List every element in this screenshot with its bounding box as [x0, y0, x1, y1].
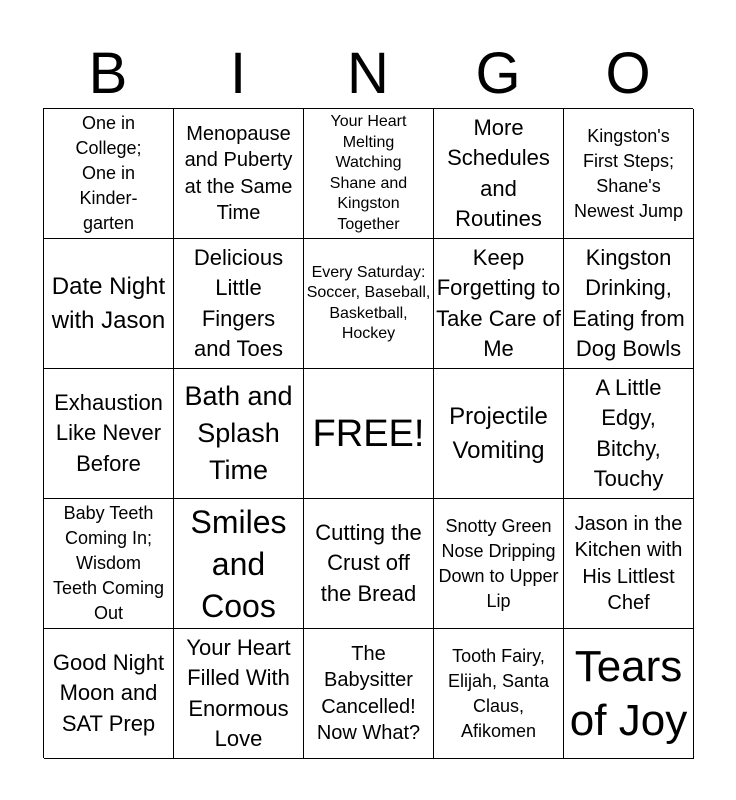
cell-text: Keep Forgetting to Take Care of Me [436, 244, 561, 361]
cell-text: Your Heart Melting Watching Shane and Kingston Together [329, 113, 408, 233]
bingo-cell[interactable] [304, 369, 434, 499]
bingo-cell[interactable] [44, 239, 174, 369]
header-letter-i: I [229, 41, 247, 106]
cell-text: Kingston's First Steps; Shane's Newest Jump [573, 125, 684, 221]
cell-text: Baby Teeth Coming In; Wisdom Teeth Coming Out [52, 503, 165, 623]
bingo-cell[interactable] [174, 629, 304, 759]
cell-text: Menopause and Puberty at the Same Time [184, 122, 293, 224]
cell-text: Date Night with Jason [51, 272, 166, 334]
cell-text: Good Night Moon and SAT Prep [52, 649, 165, 736]
cell-text: Delicious Little Fingers and Toes [193, 244, 284, 361]
cell-text: Kingston Drinking, Eating from Dog Bowls [572, 244, 685, 361]
bingo-cell[interactable] [434, 629, 564, 759]
bingo-cell[interactable] [564, 499, 694, 629]
header-letter-b: B [88, 41, 128, 106]
cell-text: The Babysitter Cancelled! Now What? [316, 642, 421, 744]
header-letter-n: N [347, 41, 389, 106]
cell-text: Jason in the Kitchen with His Littlest Chef [574, 512, 683, 614]
bingo-header [43, 40, 693, 108]
cell-text: Every Saturday: Soccer, Baseball, Basketball, Hockey [306, 263, 431, 342]
bingo-grid [43, 108, 693, 758]
bingo-cell[interactable] [174, 109, 304, 239]
bingo-cell[interactable] [174, 499, 304, 629]
bingo-cell[interactable] [304, 499, 434, 629]
bingo-cell[interactable] [304, 239, 434, 369]
header-letter-g: G [475, 41, 521, 106]
free-space: FREE! [312, 412, 425, 455]
cell-text: Bath and Splash Time [184, 381, 293, 485]
bingo-cell[interactable] [44, 369, 174, 499]
bingo-cell[interactable] [564, 109, 694, 239]
cell-text: More Schedules and Routines [447, 114, 550, 231]
cell-text: Exhaustion Like Never Before [54, 389, 163, 476]
cell-text: Cutting the Crust off the Bread [315, 519, 422, 606]
bingo-cell[interactable] [44, 109, 174, 239]
bingo-cell[interactable] [434, 369, 564, 499]
cell-text: Tears of Joy [569, 641, 688, 745]
bingo-cell[interactable] [304, 629, 434, 759]
header-letter-o: O [605, 41, 651, 106]
cell-text: Tooth Fairy, Elijah, Santa Claus, Afikomen [447, 645, 550, 741]
bingo-cell[interactable] [304, 109, 434, 239]
cell-text: Your Heart Filled With Enormous Love [186, 634, 291, 751]
bingo-cell[interactable] [44, 629, 174, 759]
bingo-cell[interactable] [564, 239, 694, 369]
bingo-cell[interactable] [434, 239, 564, 369]
bingo-cell[interactable] [174, 369, 304, 499]
cell-text: Smiles and Coos [190, 503, 287, 624]
bingo-cell[interactable] [434, 109, 564, 239]
cell-text: One in College; One in Kinder-garten [75, 113, 142, 233]
cell-text: Projectile Vomiting [449, 402, 548, 464]
bingo-cell[interactable] [564, 369, 694, 499]
cell-text: Snotty Green Nose Dripping Down to Upper Lip [438, 515, 559, 611]
bingo-cell[interactable] [174, 239, 304, 369]
bingo-cell[interactable] [564, 629, 694, 759]
bingo-cell[interactable] [434, 499, 564, 629]
cell-text: A Little Edgy, Bitchy, Touchy [593, 374, 664, 491]
bingo-cell[interactable] [44, 499, 174, 629]
